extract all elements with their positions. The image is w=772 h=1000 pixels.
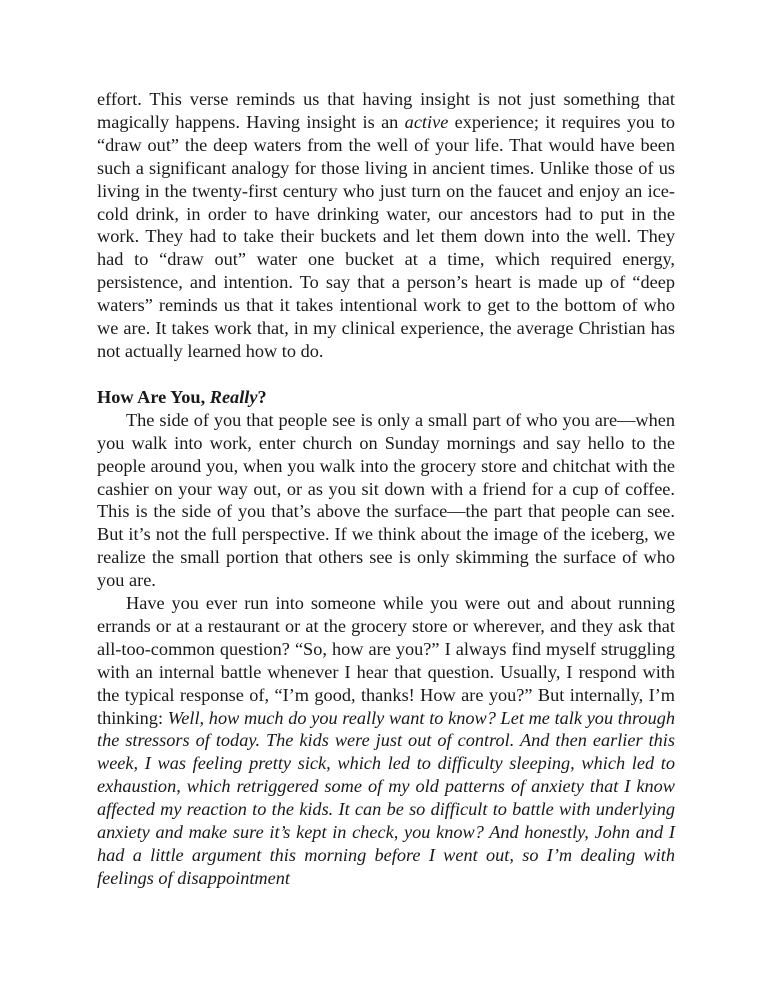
heading-text: How Are You, (97, 386, 210, 407)
paragraph-text: Have you ever run into someone while you were out and about running errands or at a restaurant or at the grocery store or wherever, and they ask that all-too-common question? “So, how are you?” I always find myself struggling with an internal battle whenever I hear that question. Usually, I respond with the typical response of, “I’m good, thanks! How are you?” But internally, I’m thinking: (97, 593, 675, 728)
paragraph-text: experience; it requires you to “draw out” the deep waters from the well of your life. That would have been such a significant analogy for those living in ancient times. Unlike those of us living in the twenty-first century who just turn on the faucet and enjoy an ice-cold drink, in order to have drinking water, our ancestors had to put in the work. They had to take their buckets and let them down into the well. They had to “draw out” water one bucket at a time, which required energy, persistence, and intention. To say that a person’s heart is made up of “deep waters” reminds us that it takes intentional work to get to the bottom of who we are. It takes work that, in my clinical experience, the average Christian has not actually learned how to do. (97, 111, 675, 361)
heading-emphasis: Really (209, 386, 258, 407)
section-heading (97, 386, 675, 409)
emphasis-active: active (404, 111, 449, 132)
paragraph-text: effort. This verse reminds us that having insight is not just something that magically happens. Having insight is an (97, 89, 675, 132)
book-page (97, 88, 675, 890)
internal-thoughts: Well, how much do you really want to know? Let me talk you through the stressors of today. The kids were just out of control. And then earlier this week, I was feeling pretty sick, which led to difficulty sleeping, which led to exhaustion, which retriggered some of my old patterns of anxiety that I know affected my reaction to the kids. It can be so difficult to battle with underlying anxiety and make sure it’s kept in check, you know? And honestly, John and I had a little argument this morning before I went out, so I’m dealing with feelings of disappointment (97, 707, 675, 888)
paragraph-continued (97, 88, 675, 363)
paragraph-iceberg: The side of you that people see is only a small part of who you are—when you walk into work, enter church on Sunday mornings and say hello to the people around you, when you walk into the grocery store and chitchat with the cashier on your way out, or as you sit down with a friend for a cup of coffee. This is the side of you that’s above the surface—the part that people can see. But it’s not the full perspective. If we think about the image of the iceberg, we realize the small portion that others see is only skimming the surface of who you are. (97, 409, 675, 591)
paragraph-how-are-you (97, 592, 675, 890)
heading-question-mark: ? (257, 386, 267, 407)
